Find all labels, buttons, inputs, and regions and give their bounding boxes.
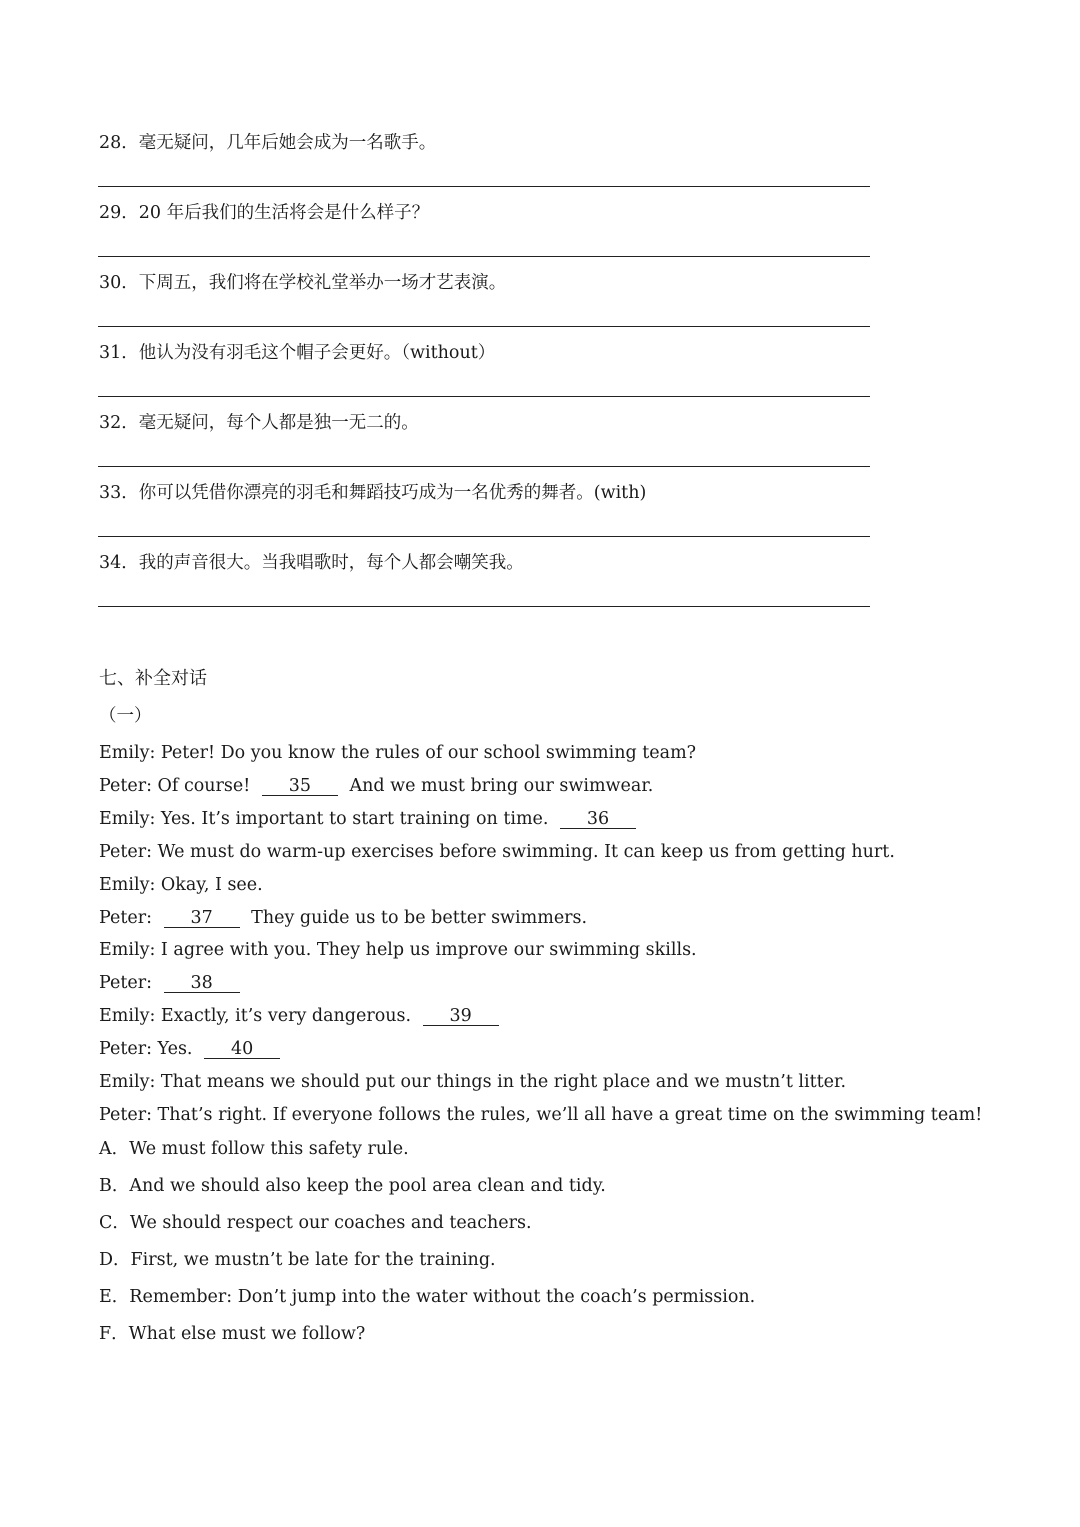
dialogue-line-1: Emily: Peter! Do you know the rules of our school swimming team? [99, 743, 697, 763]
question-text: 你可以凭借你漂亮的羽毛和舞蹈技巧成为一名优秀的舞者。(with) [138, 483, 647, 503]
option-text: Remember: Don’t jump into the water without the coach’s permission. [129, 1287, 756, 1307]
dialogue-text: They guide us to be better swimmers. [251, 908, 588, 928]
option-e[interactable] [99, 1286, 755, 1308]
option-b[interactable] [99, 1175, 606, 1197]
option-letter: B． [99, 1176, 130, 1196]
blank-36[interactable]: 36 [560, 810, 636, 829]
dialogue-line-8 [99, 972, 246, 994]
answer-line-34[interactable] [98, 606, 870, 607]
option-f[interactable] [99, 1323, 365, 1345]
dialogue-line-11: Emily: That means we should put our things in the right place and we mustn’t litter. [99, 1072, 847, 1092]
question-text: 下周五，我们将在学校礼堂举办一场才艺表演。 [138, 273, 507, 293]
option-letter: D． [99, 1250, 131, 1270]
dialogue-text: Emily: Exactly, it’s very dangerous. [99, 1006, 412, 1026]
question-number: 28． [99, 133, 139, 153]
dialogue-line-6 [99, 907, 587, 929]
blank-38[interactable]: 38 [164, 974, 240, 993]
question-28 [99, 132, 436, 154]
question-number: 30． [99, 273, 139, 293]
dialogue-text: Peter: Of course! [99, 776, 251, 796]
question-text: 毫无疑问，每个人都是独一无二的。 [138, 413, 419, 433]
answer-line-28[interactable] [98, 186, 870, 187]
dialogue-line-7: Emily: I agree with you. They help us improve our swimming skills. [99, 940, 697, 960]
option-text: We should respect our coaches and teachers. [129, 1213, 532, 1233]
question-text: 他认为没有羽毛这个帽子会更好。（without） [138, 343, 496, 363]
question-34 [99, 552, 524, 574]
dialogue-line-5: Emily: Okay, I see. [99, 875, 263, 895]
question-30 [99, 272, 506, 294]
dialogue-text: Peter: [99, 973, 152, 993]
option-a[interactable] [99, 1138, 409, 1160]
dialogue-text: Peter: Yes. [99, 1039, 193, 1059]
question-number: 33． [99, 483, 139, 503]
question-29 [99, 202, 429, 224]
dialogue-text: And we must bring our swimwear. [349, 776, 654, 796]
option-text: And we should also keep the pool area clean and tidy. [129, 1176, 606, 1196]
option-text: We must follow this safety rule. [129, 1139, 409, 1159]
option-letter: A． [99, 1139, 130, 1159]
blank-39[interactable]: 39 [423, 1007, 499, 1026]
answer-line-31[interactable] [98, 396, 870, 397]
question-number: 34． [99, 553, 139, 573]
question-32 [99, 412, 419, 434]
question-number: 31． [99, 343, 139, 363]
blank-40[interactable]: 40 [204, 1040, 280, 1059]
blank-35[interactable]: 35 [262, 777, 338, 796]
section-title: 七、补全对话 [99, 668, 207, 689]
answer-line-32[interactable] [98, 466, 870, 467]
dialogue-line-2 [99, 775, 653, 797]
dialogue-line-4: Peter: We must do warm-up exercises before swimming. It can keep us from getting hurt. [99, 842, 895, 862]
answer-line-30[interactable] [98, 326, 870, 327]
question-31 [99, 342, 495, 364]
question-text: 20 年后我们的生活将会是什么样子？ [138, 203, 430, 223]
option-d[interactable] [99, 1249, 496, 1271]
option-text: First, we mustn’t be late for the training. [130, 1250, 496, 1270]
blank-37[interactable]: 37 [164, 909, 240, 928]
dialogue-line-10 [99, 1038, 286, 1060]
question-text: 毫无疑问，几年后她会成为一名歌手。 [138, 133, 437, 153]
dialogue-line-3 [99, 808, 642, 830]
question-33 [99, 482, 646, 504]
section-subtitle: （一） [99, 706, 152, 726]
question-number: 29． [99, 203, 139, 223]
question-text: 我的声音很大。当我唱歌时，每个人都会嘲笑我。 [138, 553, 524, 573]
question-number: 32． [99, 413, 139, 433]
dialogue-line-12: Peter: That’s right. If everyone follows the rules, we’ll all have a great time on the swimming team! [99, 1105, 983, 1125]
answer-line-33[interactable] [98, 536, 870, 537]
option-letter: C． [99, 1213, 130, 1233]
dialogue-line-9 [99, 1005, 505, 1027]
option-letter: F． [99, 1324, 129, 1344]
dialogue-text: Peter: [99, 908, 152, 928]
option-text: What else must we follow? [128, 1324, 366, 1344]
option-c[interactable] [99, 1212, 532, 1234]
dialogue-text: Emily: Yes. It’s important to start training on time. [99, 809, 549, 829]
answer-line-29[interactable] [98, 256, 870, 257]
option-letter: E． [99, 1287, 130, 1307]
